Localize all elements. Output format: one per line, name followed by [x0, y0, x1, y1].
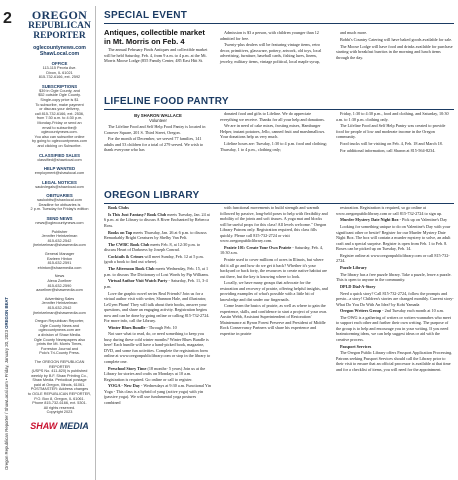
library-item — [104, 212, 212, 229]
library-item-text: with functional movements to build strength and warmth followed by passive, long-held poses to help with flexibility and mobility of the joints and soft tissues. A yoga mat and blocks will be useful props for this class! All levels welcome." Oregon Library Patrons only. Registration required, this class fills quickly. Please call 815-732-2724 or visit www.oregonpubliclibrary.com. — [220, 205, 328, 244]
info-line: Advertising Sales — [44, 296, 75, 301]
library-item-text: - Through Feb. 10 — [146, 324, 177, 330]
rail-section: OREGON BEAT — [4, 297, 9, 329]
info-line: to OGLE REPUBLICAN REPORTER, — [27, 392, 92, 397]
info-line: jheintzelman@shawmedia.com — [33, 243, 86, 248]
info-line: azoellner@shawmedia.com — [36, 288, 83, 293]
lifeline-article — [104, 96, 454, 153]
section-special-event: SPECIAL EVENT — [104, 10, 454, 24]
info-line: saukvlegals@shawlocal.com — [35, 184, 84, 189]
info-line: Alexa Zoellner — [47, 279, 72, 283]
library-item-heading: Cocktails & Crimes — [108, 253, 144, 259]
library-item-text: meets Feb. 8, at 12:30 p.m. to discuss Heart of Darkness by Joseph Conrad. — [104, 241, 201, 253]
library-item-text: meets Wednesday, Feb. 15, at 1 p.m. to discuss The Dictionary of Lost Words by Pip Williams. — [104, 266, 210, 277]
info-line: (USPS No. 411-820) is published — [31, 369, 88, 374]
library-item — [220, 303, 328, 336]
info-line: ehinton@shawmedia.com — [37, 265, 82, 270]
library-item-heading: Book Clubs — [108, 205, 129, 211]
main-content — [104, 10, 454, 476]
library-item-text: - Saturday, Feb. 11, 3-4 p.m. — [104, 278, 208, 289]
info-line: You also can subscribe online — [34, 134, 85, 139]
info-label: SUBSCRIPTIONS — [41, 83, 78, 89]
info-line: classified@shawlocal.com — [37, 157, 82, 162]
info-line: saukobits@shawlocal.com — [37, 198, 82, 203]
library-col1 — [104, 204, 212, 405]
library-item — [104, 331, 212, 364]
info-line: Single-copy price is $1 — [40, 97, 79, 102]
library-col2 — [220, 204, 328, 336]
library-item — [104, 242, 212, 253]
library-article — [104, 190, 454, 405]
paragraph: Lifeline hours are: Tuesday, 1:30 to 4 p.m. food and clothing; Thursday, 1 to 4 p.m., clothing only; — [220, 141, 327, 152]
info-line: 113-115 Peoria Ave. — [42, 66, 77, 70]
library-item — [104, 291, 212, 324]
info-line: call 815-732-6166, ext. 2536, — [34, 111, 85, 116]
shaw-media-logo — [24, 421, 95, 431]
info-line: Ogle County Newspapers also — [33, 337, 86, 342]
library-item — [104, 254, 212, 265]
info-line: from 7:30 a.m. to 4:30 p.m. — [36, 116, 83, 121]
info-line: 2 p.m. Tuesday for Friday's edition — [30, 207, 89, 212]
library-item-text: - Pick up on Valentine's Day — [399, 217, 448, 223]
special-event-headline: Antiques, collectible market in Mt. Morris on Feb. 4 — [104, 28, 205, 46]
library-item-text: The library has a free puzzle library. Take a puzzle, leave a puzzle. This is open to anyone in the community. — [336, 271, 452, 283]
library-item — [336, 272, 454, 283]
info-label: SEND NEWS — [46, 216, 73, 222]
info-line: 815-632-2590 — [47, 283, 72, 288]
page-rail — [0, 0, 22, 480]
paragraph: The annual February Finds Antiques and collectible market will be held Saturday, Feb. 4, from 9 a.m. to 4 p.m. at the Mt. Morris Moose Lodge (855 Family Center, 485 East Hitt St. — [104, 47, 208, 64]
paragraph: Twenty-plus dealers will be featuring vintage items, retro decor, primitives, glassware, pottery, artwork, old toys, local advertising, furniture, baseball cards, fishing lures, linens, jewelry, military items, vintage political, local maple syrup, — [220, 42, 322, 64]
library-item — [104, 366, 212, 383]
paragraph: Food trucks will be visiting on Feb. 4, Feb. 18 and March 18. — [340, 141, 443, 147]
library-item — [336, 344, 454, 350]
info-label: OFFICE — [51, 61, 68, 66]
shawlocal-link[interactable]: ShawLocal.com — [39, 51, 80, 57]
library-item — [104, 325, 212, 331]
library-item-heading: Preschool Story Time — [108, 365, 147, 371]
info-line: 815-632-2542 — [47, 305, 72, 310]
library-item-text: meets Thursday, Jan. 26 at 6 p.m. to discuss Remarkably Bright Creatures by Shelby Van Pelt. — [104, 229, 207, 241]
library-item — [336, 284, 454, 290]
library-item — [336, 205, 454, 216]
section-library: OREGON LIBRARY — [104, 190, 454, 204]
library-item — [220, 245, 328, 256]
library-item-text: will meet Sunday, Feb. 12 at 5 p.m. (grab a book to find out where). — [104, 253, 204, 265]
masthead-line2: REPUBLICAN — [28, 21, 91, 31]
info-blocks — [24, 61, 95, 415]
library-item — [104, 383, 212, 405]
section-lifeline: LIFELINE FOOD PANTRY — [104, 96, 454, 110]
library-item — [336, 224, 454, 252]
masthead-line1: OREGON — [31, 8, 88, 22]
library-item-text: Not sure what to read, do, or need something to keep you busy during these cold winter months? Winter Blues Bundle is here! Each bundle will have a hand-picked book, magazine, DVD, and some fun activities. Complete the registration form online at www.oregonpubliclibrary.com or stop in the library to complete one. — [104, 331, 211, 364]
info-line: Ogle County News and — [39, 323, 80, 328]
info-line: by going to oglecountynews.com — [31, 139, 88, 144]
special-event-col1 — [104, 29, 212, 64]
rail-dateline — [4, 297, 16, 470]
library-item — [336, 253, 454, 264]
library-item-heading: Prairie 101: Create Your Own Prairie — [224, 244, 292, 250]
paragraph: The Lifeline Food and Self Help Pantry was created to provide food for people of low and moderate income in the Oregon community. — [336, 123, 446, 140]
info-line: $39 in Ogle County, and — [39, 88, 80, 93]
info-line: employment@shawlocal.com — [34, 171, 85, 176]
info-line: Earleen Hinton — [46, 256, 73, 261]
info-line: paid at Oregon, Illinois, 61061. — [33, 382, 86, 387]
paragraph: The Lifeline Food and Self Help Food Pantry is located in Conover Square, 201 S. Third Street, Oregon. — [104, 124, 206, 135]
library-item-heading: Is This Just Fantasy? Book Club — [108, 211, 167, 217]
paragraph: Bobbi's Country Catering will have baked goods available for sale. — [340, 36, 453, 42]
library-item — [104, 266, 212, 277]
library-col3 — [336, 204, 454, 372]
library-item-heading: Books on Tap — [108, 229, 133, 235]
library-item-text: The OWG is a gathering of writers or writers-wannabes who meet to support each other and further their own writing. The purpose of the group is to help and encourage you in your writing. If you need brainstorming ideas, we can help suggest ideas or aid with the creative process. — [336, 314, 451, 342]
info-line: Jennifer Heintzelman — [41, 234, 78, 239]
info-line: news@oglecountynews.com — [35, 221, 84, 226]
info-line: 815-732-6166, ext. 2592 — [38, 75, 81, 80]
paragraph: For additional information, call Sharon at 815-564-8234. — [340, 147, 436, 153]
info-line: email to subscribe@ — [42, 125, 77, 130]
byline: By SHARON WALLACE — [134, 113, 182, 118]
library-item-heading: Virtual Author Visit Watch Party — [108, 278, 168, 284]
library-item-heading: Oregon Writers Group — [340, 308, 382, 314]
library-item — [336, 291, 454, 308]
library-item-text: Come learn the basics of prairie, as well as where to gain the experience, skills, and confidence to start a project of your own. Austin Webb, Assistant Superintendent of Restoration/ Maintenance at Byron Forest Preserve and President of Middle Rock Conservancy Partners will share his experience and expertise in prairie — [220, 303, 328, 336]
library-item-text: - Wednesdays at 9:30 a.m. Functional Yin Yoga - This class is a hybrid of yang (active yoga) with yin (passive yoga). We will use fundamental yoga postures combined — [104, 383, 211, 405]
library-item — [104, 230, 212, 241]
paragraph: For the month of December, we served 77 families, 141 adults and 53 children for a total of 279 served. We wish to thank everyone who has — [104, 136, 204, 153]
info-line: Deadline for obituaries is — [38, 202, 81, 207]
library-item-text: Need a quick story? Call 815-732-2724, follow the prompts and presto...a story! Children's stories are changed monthly. Current story- What Do You Do With An Idea? by Kobi Yamada — [336, 290, 454, 307]
info-line: Copyright 2023 — [46, 410, 73, 415]
paragraph: We are in need of cake mixes, frosting mixes, Hamburger Helper, instant potatoes, Jello, canned fruit and marshmallows. Your donations help us very much. — [220, 123, 326, 140]
library-item — [336, 217, 454, 223]
library-item — [336, 315, 454, 343]
paragraph: The Moose Lodge will have food and drinks available for purchase starting with breakfast burritos in the morning and lunch items through the day. — [336, 43, 453, 60]
lifeline-col1 — [104, 110, 212, 153]
info-label: CLASSIFIED SALES — [38, 152, 81, 158]
info-line: weekly by B.F. Shaw Printing Co., — [31, 373, 88, 378]
masthead-line3: REPORTER — [33, 31, 86, 41]
library-item-text: (18 months- 5 years) Join us at the Library for stories and crafts on Mondays at 10 a.m. Registration is required. Go online or call to register. — [104, 365, 206, 382]
library-item — [220, 257, 328, 279]
library-item-heading: YOGA - New Day — [108, 383, 140, 389]
page-number: 2 — [3, 10, 12, 27]
library-item-heading: DPLD Dial-A-Story — [340, 283, 376, 289]
info-line: a division of Shaw Media. — [37, 332, 82, 337]
library-item-text: Prairie used to cover millions of acres in Illinois, but where did it all go and how do we get it back? Whether it's your backyard or back forty, the resources to create native habitat are out there, but the key is knowing where to look. — [220, 257, 328, 279]
info-column — [24, 6, 96, 480]
library-item — [336, 350, 454, 372]
info-label: OBITUARIES — [46, 193, 73, 199]
info-line: Jennifer Heintzelman — [41, 301, 78, 306]
info-label: HELP WANTED — [43, 166, 76, 172]
library-item-text: meets Tuesday, Jan. 24 at 6 p.m. at the Library to discuss A River Enchanted by Rebecca Ross. — [104, 211, 210, 228]
info-line: The OREGON REPUBLICAN REPORTER — [34, 359, 85, 369]
library-item-heading: Murder Mystery Date Night Box — [340, 217, 399, 223]
info-line: Shaw Media. Periodical postage — [32, 378, 87, 383]
info-line: prints the Mt. Morris Times, — [36, 342, 83, 347]
library-item-text: - Saturday, Feb. 4, 10:30 a.m. — [220, 244, 323, 256]
info-line: 815-632-2591 — [47, 261, 72, 266]
info-line: Forreston Journal and — [40, 346, 79, 351]
rail-text: Oregon Republican Reporter / ShawLocal.com • Friday, January 20, 2023 — [4, 330, 9, 470]
info-line: News — [54, 274, 65, 279]
info-line: POSTMASTER: Address changes — [30, 387, 89, 392]
library-item-heading: Passport Services — [340, 343, 372, 349]
library-item-heading: The CWBC Book Club — [108, 241, 150, 247]
library-item — [104, 205, 212, 211]
library-item — [220, 205, 328, 244]
info-line: Dixon, IL 61021 — [46, 70, 73, 75]
info-line: Oregon Republican Reporter, — [34, 319, 85, 324]
info-line: or discuss your delivery, — [39, 107, 80, 112]
special-event-col3 — [336, 29, 454, 60]
info-line: jheintzelman@shawmedia.com — [33, 310, 86, 315]
library-item-heading: The Afternoon Book Club — [108, 266, 155, 272]
logo-part-a: SHAW — [30, 421, 58, 432]
library-item — [220, 280, 328, 302]
byline-role: Volunteer — [149, 118, 167, 123]
info-line: $52 outside Ogle County. — [38, 93, 81, 98]
library-item — [336, 265, 454, 271]
library-item-text: Looking for something unique to do on Valentine's Day with your significant other or bestie? Register for our Murder Mystery Date Night Box. The box will contain a murder mystery to solve, an adult craft and a special surprise. Register is open from Feb. 1 to Feb. 8. Boxes can be picked up on Tuesday, Feb. 14. — [336, 224, 451, 252]
library-item-text: Locally, we have many groups that advocate for the restoration and recovery of prairie, offering helpful insights, and providing examples of what's possible with a little bit of knowledge and dirt under our fingernails. — [220, 280, 328, 302]
info-line: oglecountynews.com. — [41, 130, 78, 135]
info-line: Phone 815-732-6166, ext. 5301. — [32, 401, 87, 406]
info-line: Polo's Tri-County Press. — [39, 351, 80, 356]
info-line: P.O. Box 8, Oregon, IL 61061. — [34, 396, 85, 401]
info-line: 815-632-2542 — [47, 238, 72, 243]
info-line: Publisher — [51, 229, 68, 234]
info-line: and clicking on Subscribe. — [37, 143, 82, 148]
lifeline-col2 — [220, 110, 328, 152]
library-item-text: Register online at www.oregonpubliclibrary.com or call 815-732-2724. — [336, 252, 450, 264]
library-item-heading: Winter Blues Bundle — [108, 324, 146, 330]
library-item — [104, 278, 212, 289]
special-event-col2 — [220, 29, 328, 64]
lifeline-col3 — [336, 110, 454, 153]
info-line: Monday-Friday or send an — [37, 120, 82, 125]
library-item — [336, 308, 454, 314]
website-link[interactable]: oglecountynews.com — [33, 45, 86, 51]
paragraph: Friday, 1:30 to 4:30 p.m., food and clothing, and Saturday, 10:30 a.m. to 1:30 p.m. clothing only. — [336, 111, 449, 122]
info-line: All rights reserved. — [43, 405, 76, 410]
info-line: To subscribe, make payment — [35, 102, 84, 107]
library-item-heading: Puzzle Library — [340, 264, 367, 270]
library-item-text: restoration. Registration is required, so go online at www.oregonpubliclibrary.com or call 815-732-2724 to sign up. — [336, 205, 443, 216]
info-line: General Manager — [44, 252, 75, 257]
paragraph: donated food and gifts to Lifeline. We do appreciate everything we receive. Thanks for all your help and donations. — [220, 111, 325, 122]
paragraph: and much more. — [340, 30, 368, 36]
library-item-text: Love the graphic novel series Real Friends? Join us for a virtual author visit with writer, Shannon Hale, and illustrator, LeUyen Pham! They will talk about their books, answer your questions, and share an engaging activity. Registration begins now and can be done by going online or calling 815-732-2724. For more info, call the Library. — [104, 290, 210, 323]
library-item-text: - 2nd Tuesday each month at 10 a.m. — [382, 308, 444, 314]
info-line: oglecountynews.com are — [38, 328, 81, 333]
paragraph: Admission is $3 a person, with children younger than 12 admitted for free. — [220, 30, 319, 41]
info-label: LEGAL NOTICES — [42, 179, 77, 185]
library-item-text: The Oregon Public Library offers Passport Application Processing. Patrons seeking Passport Services should call the Library prior to their visit to ensure that an official processor is available at that time and for a checklist of items, you will need for the appointment. — [336, 350, 453, 372]
logo-part-b: MEDIA — [57, 421, 89, 432]
